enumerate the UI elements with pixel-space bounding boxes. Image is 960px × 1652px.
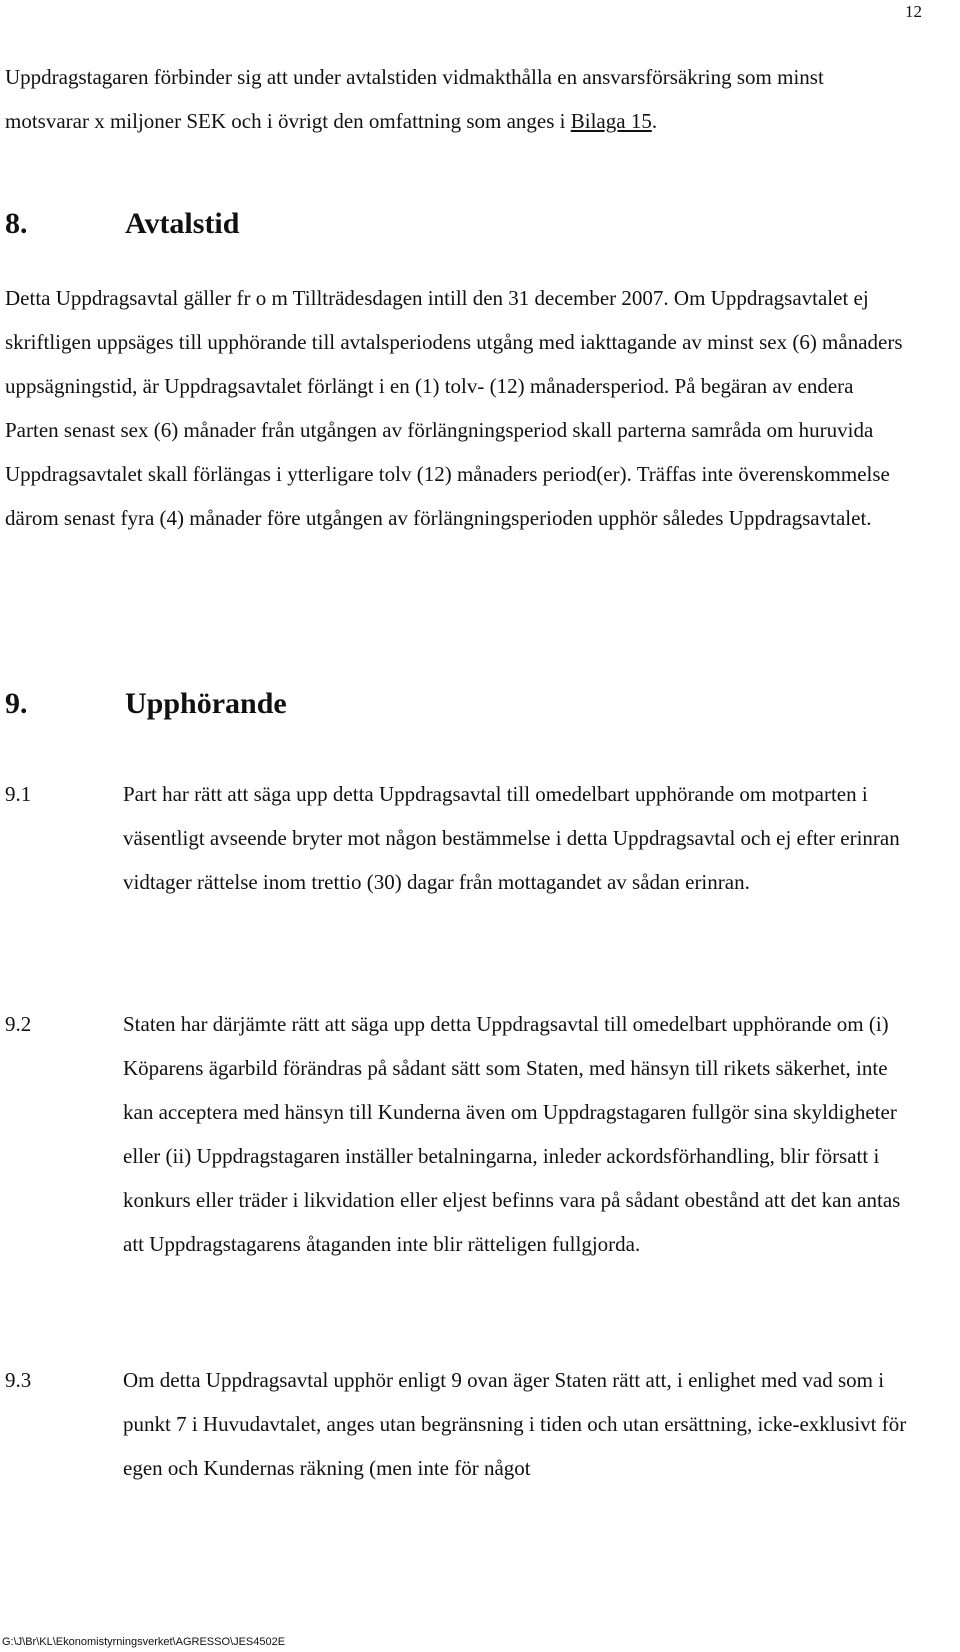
section-8-number: 8. <box>5 207 28 240</box>
clause-text: Staten har därjämte rätt att säga upp detta Uppdragsavtal till omedelbart upphörande om (i) Köparens ägarbild förändras på sådant sätt som Staten, med hänsyn till rikets säkerhet, inte kan acceptera med hänsyn till Kunderna även om Uppdragstagaren fullgör sina skyldigheter eller (ii) Uppdragstagaren inställer betalningarna, inleder ackordsförhandling, blir försatt i konkurs eller träder i likvidation eller eljest befinns vara på sådant obestånd att det kan antas att Uppdragstagarens åtaganden inte blir rätteligen fullgjorda. <box>123 1012 901 1256</box>
section-8-title: Avtalstid <box>125 207 240 240</box>
section-9-title: Upphörande <box>125 687 287 720</box>
clause-text: Part har rätt att säga upp detta Uppdragsavtal till omedelbart upphörande om motparten i väsentligt avseende bryter mot någon bestämmelse i detta Uppdragsavtal och ej efter erinran vidtager rättelse inom trettio (30) dagar från mottagandet av sådan erinran. <box>123 782 900 894</box>
clause-number: 9.2 <box>5 1012 32 1036</box>
intro-text: Uppdragstagaren förbinder sig att under avtalstiden vidmakthålla en ansvarsförsäkring som minst motsvarar x miljoner SEK och i övrigt den omfattning som anges i <box>5 65 824 133</box>
section-8-body: Detta Uppdragsavtal gäller fr o m Tillträdesdagen intill den 31 december 2007. Om Uppdragsavtalet ej skriftligen uppsäges till upphörande till avtalsperiodens utgång med iakttagande av minst sex (6) månaders uppsägningstid, är Uppdragsavtalet förlängt i en (1) tolv- (12) månadersperiod. På begäran av endera Parten senast sex (6) månader från utgången av förlängningsperiod skall parterna samråda om huruvida Uppdragsavtalet skall förlängas i ytterligare tolv (12) månaders period(er). Träffas inte överenskommelse därom senast fyra (4) månader före utgången av förlängningsperioden upphör således Uppdragsavtalet. <box>5 286 903 530</box>
section-9-heading <box>5 684 287 724</box>
section-8-heading <box>5 204 239 244</box>
clause-text: Om detta Uppdragsavtal upphör enligt 9 ovan äger Staten rätt att, i enlighet med vad som i punkt 7 i Huvudavtalet, anges utan begränsning i tiden och utan ersättning, icke-exklusivt för egen och Kundernas räkning (men inte för något <box>123 1368 907 1480</box>
clause-number: 9.1 <box>5 782 32 806</box>
intro-suffix: . <box>651 109 658 133</box>
clause-number: 9.3 <box>5 1368 32 1392</box>
footer-file-path: G:\J\Br\KL\Ekonomistyrningsverket\AGRESSO\JES4502E <box>2 1636 286 1648</box>
page-number: 12 <box>905 2 922 21</box>
intro-paragraph <box>5 55 905 143</box>
bilaga-link[interactable]: Bilaga 15 <box>570 109 652 133</box>
section-9-number: 9. <box>5 687 28 720</box>
